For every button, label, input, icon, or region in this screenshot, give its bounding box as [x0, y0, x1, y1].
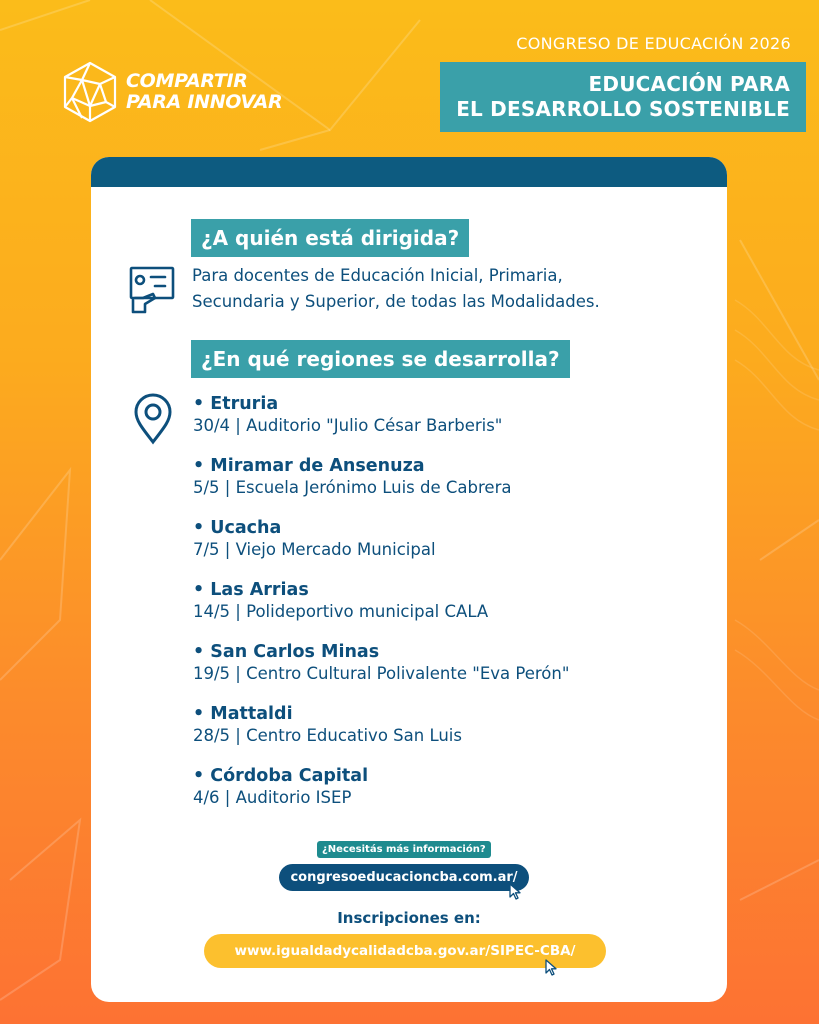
registration-link[interactable]: www.igualdadycalidadcba.gov.ar/SIPEC-CBA/	[204, 934, 606, 968]
region-detail: 19/5 | Centro Cultural Polivalente "Eva Perón"	[193, 664, 570, 683]
presentation-board-icon	[129, 266, 175, 314]
region-detail: 4/6 | Auditorio ISEP	[193, 788, 352, 807]
region-name: • Miramar de Ansenuza	[193, 456, 425, 476]
list-item	[193, 579, 569, 641]
audience-line-2: Secundaria y Superior, de todas las Modalidades.	[192, 292, 600, 311]
theme-banner	[440, 62, 806, 132]
region-detail: 14/5 | Polideportivo municipal CALA	[193, 602, 489, 621]
website-link[interactable]: congresoeducacioncba.com.ar/	[279, 864, 529, 891]
cursor-icon	[545, 959, 559, 977]
network-globe-icon	[60, 60, 120, 124]
region-detail: 5/5 | Escuela Jerónimo Luis de Cabrera	[193, 478, 512, 497]
info-card	[91, 157, 727, 1002]
theme-line-1: EDUCACIÓN PARA	[588, 72, 790, 96]
list-item	[193, 393, 569, 455]
region-name: • San Carlos Minas	[193, 642, 380, 662]
logo-line-2: PARA INNOVAR	[126, 91, 283, 113]
region-name: • Mattaldi	[193, 704, 293, 724]
card-top-bar	[91, 157, 727, 187]
location-pin-icon	[133, 393, 173, 445]
cursor-icon	[509, 883, 523, 901]
regions-list	[193, 393, 569, 827]
audience-heading: ¿A quién está dirigida?	[191, 219, 469, 257]
regions-heading: ¿En qué regiones se desarrolla?	[191, 340, 570, 378]
audience-description	[192, 263, 600, 315]
registration-label: Inscripciones en:	[337, 909, 481, 927]
list-item	[193, 517, 569, 579]
congress-title: CONGRESO DE EDUCACIÓN 2026	[516, 34, 791, 53]
logo-line-1: COMPARTIR	[126, 70, 248, 92]
region-name: • Córdoba Capital	[193, 766, 369, 786]
theme-line-2: EL DESARROLLO SOSTENIBLE	[456, 97, 790, 121]
region-name: • Las Arrias	[193, 580, 309, 600]
list-item	[193, 641, 569, 703]
list-item	[193, 765, 569, 827]
region-name: • Etruria	[193, 394, 279, 414]
region-name: • Ucacha	[193, 518, 282, 538]
audience-line-1: Para docentes de Educación Inicial, Primaria,	[192, 266, 563, 285]
region-detail: 30/4 | Auditorio "Julio César Barberis"	[193, 416, 503, 435]
region-detail: 7/5 | Viejo Mercado Municipal	[193, 540, 436, 559]
info-question-badge: ¿Necesitás más información?	[317, 841, 491, 858]
list-item	[193, 455, 569, 517]
logo	[60, 60, 282, 124]
region-detail: 28/5 | Centro Educativo San Luis	[193, 726, 462, 745]
list-item	[193, 703, 569, 765]
